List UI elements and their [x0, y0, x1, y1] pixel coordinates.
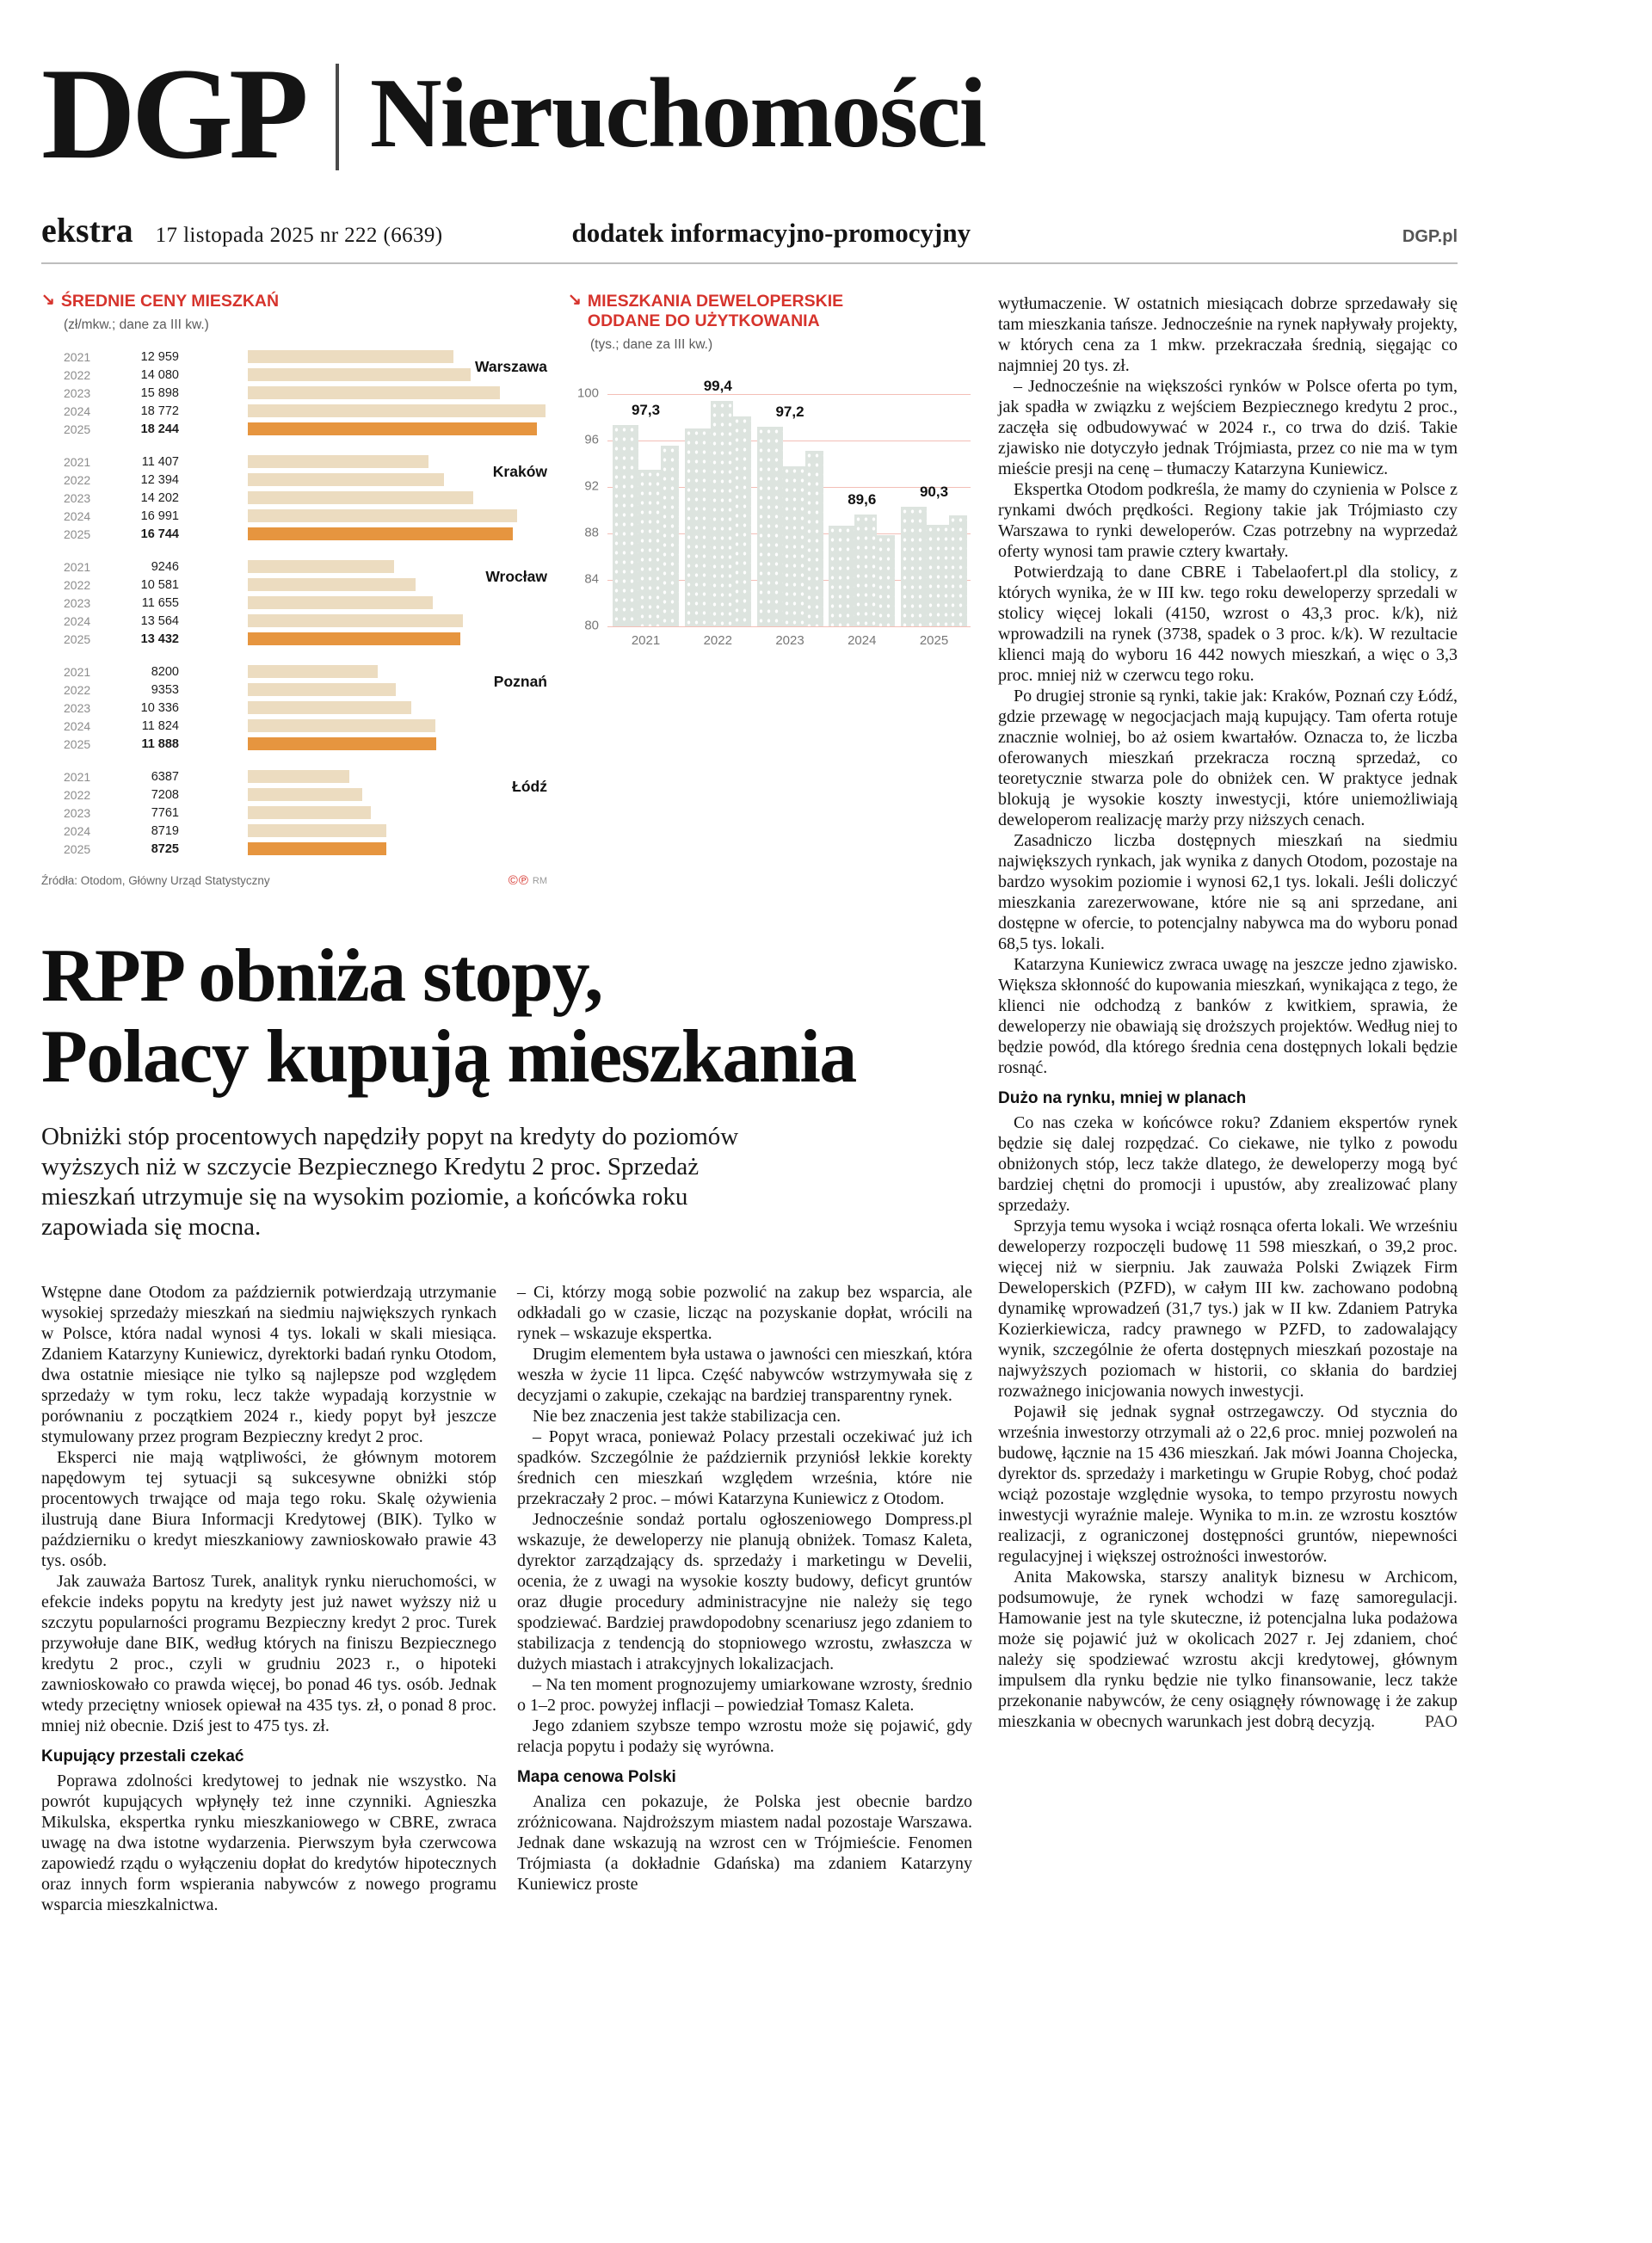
price-bar [248, 404, 546, 417]
price-bar-row [41, 384, 547, 402]
x-tick-label: 2024 [848, 633, 877, 648]
price-bar [248, 788, 362, 801]
building-slice [757, 427, 783, 626]
price-value: 12 959 [140, 349, 179, 364]
y-tick-label: 96 [584, 432, 599, 447]
price-city-block [41, 767, 547, 858]
trend-arrow-icon: ↘ [41, 291, 55, 309]
completions-chart [568, 292, 972, 888]
body-columns [41, 1282, 972, 1915]
year-label: 2025 [64, 736, 91, 751]
price-bar [248, 509, 517, 522]
year-label: 2021 [64, 454, 91, 469]
article-paragraph: – Na ten moment prognozujemy umiarkowane wzrosty, średnio o 1–2 proc. powyżej inflacji – powiedział Tomasz Kaleta. [517, 1675, 972, 1716]
article-byline: PAO [1424, 1712, 1458, 1731]
x-tick-label: 2022 [703, 633, 732, 648]
price-value: 13 564 [140, 613, 179, 628]
article-headline [41, 936, 972, 1098]
building-slice [854, 515, 877, 626]
completions-title-line1: MIESZKANIA DEWELOPERSKIE [587, 292, 844, 311]
year-label: 2025 [64, 632, 91, 646]
price-bar-row [41, 453, 547, 471]
price-bar [248, 614, 463, 627]
price-bar [248, 527, 513, 540]
building-slice [901, 507, 927, 626]
price-value: 6387 [151, 769, 179, 784]
building-slice [927, 525, 949, 626]
bar-value-label: 97,3 [631, 402, 661, 418]
article-paragraph: Co nas czeka w końcówce roku? Zdaniem ekspertów rynek będzie się dalej rozpędzać. Co ciekawe, nie tylko z powodu obniżonych stóp, lecz także dlatego, że deweloperzy mogą być bardziej chętni do promocji i upustów, aby zrealizować plany sprzedaży. [998, 1113, 1458, 1215]
building-slice [711, 401, 733, 626]
price-value: 7208 [151, 787, 179, 802]
price-bar-row [41, 681, 547, 699]
price-value: 14 202 [140, 490, 179, 505]
article-paragraph: – Jednocześnie na większości rynków w Polsce oferta po tym, jak spadła w związku z wejściem Bezpiecznego kredytu 2 proc., zaczęła się odbudowywać w 2024 r., co trwa do dziś. Takie zjawisko nie dotyczyło jednak Trójmiasta, przez co nie ma w tym mieście presji na cenę – tłumaczy Katarzyna Kuniewicz. [998, 377, 1458, 478]
article-paragraph: Jego zdaniem szybsze tempo wzrostu może się pojawić, gdy relacja popytu i podaży się wyrówna. [517, 1716, 972, 1757]
price-city-block [41, 662, 547, 753]
price-bar-row [41, 735, 547, 753]
year-label: 2021 [64, 349, 91, 364]
bar-value-label: 90,3 [919, 484, 949, 500]
y-tick-label: 88 [584, 525, 599, 540]
price-bar-row [41, 525, 547, 543]
article-paragraph: – Popyt wraca, ponieważ Polacy przestali oczekiwać już ich spadków. Szczególnie że październik przyniósł lekkie korekty średnich cen mieszkań względem września, które nie przekraczały 2 proc. – mówi Katarzyna Kuniewicz z Otodom. [517, 1427, 972, 1509]
bar-value-label: 99,4 [703, 378, 732, 394]
price-bar [248, 596, 433, 609]
article-paragraph: Pojawił się jednak sygnał ostrzegawczy. Od stycznia do września inwestorzy otrzymali aż o 22,6 proc. mniej pozwoleń na budowę, łącznie na 15 436 mieszkań. Jak mówi Joanna Chojecka, dyrektor ds. sprzedaży i marketingu w Grupie Robyg, choć podaż wciąż pozostaje względnie wysoka, to tempo przyrostu nowych inwestycji wyraźnie maleje. Wynika to m.in. ze wzrostu kosztów realizacji, z ograniczonej dostępności gruntów, niepewności regulacyjnej i większej ostrożności inwestorów. [998, 1402, 1458, 1566]
price-value: 18 772 [140, 404, 179, 418]
price-value: 8200 [151, 664, 179, 679]
article-paragraph: Sprzyja temu wysoka i wciąż rosnąca oferta lokali. We wrześniu deweloperzy rozpoczęli budowę 11 598 mieszkań, o 39,2 proc. więcej niż w sierpniu. Jak zauważa Polski Związek Firm Deweloperskich (PZFD), w całym III kw. zachowano podobną dynamikę wprowadzeń (31,7 tys.) jak w II kw. Zdaniem Patryka Kozierkiewicza, radcy prawnego w PZFD, to zadowalający wynik, szczególnie że oferta dostępnych mieszkań pozostaje na najwyższych poziomach w historii, co skłania do bardziej rozważnego inicjowania nowych inwestycji. [998, 1217, 1458, 1401]
price-value: 7761 [151, 805, 179, 820]
building-group [829, 491, 895, 626]
price-bar-row [41, 420, 547, 438]
logo-divider [336, 64, 339, 170]
price-bar-row [41, 471, 547, 489]
price-bar-row [41, 786, 547, 804]
buildings-layer [613, 378, 967, 626]
supplement-label: dodatek informacyjno-promocyjny [571, 218, 971, 248]
price-value: 11 655 [141, 595, 179, 610]
price-value: 9353 [151, 682, 179, 697]
price-value: 14 080 [140, 367, 179, 382]
article-paragraph: wytłumaczenie. W ostatnich miesiącach dobrze sprzedawały się tam mieszkania tańsze. Jednocześnie na rynek napływały projekty, w których cena za 1 mkw. przekraczała średnią, sięgając co najmniej 20 tys. zł. [998, 294, 1458, 375]
price-value: 12 394 [140, 472, 179, 487]
price-bar-row [41, 507, 547, 525]
year-label: 2023 [64, 700, 91, 715]
city-label: Kraków [492, 463, 547, 480]
year-label: 2023 [64, 595, 91, 610]
price-value: 11 824 [141, 718, 179, 733]
building-group [613, 402, 679, 626]
completions-title-line2: ODDANE DO UŻYTKOWANIA [587, 311, 820, 330]
article-paragraph: Wstępne dane Otodom za październik potwierdzają utrzymanie wysokiej sprzedaży mieszkań na siedmiu największych rynkach w Polsce, która nadal wynosi 4 tys. lokali w skali miesiąca. Zdaniem Katarzyny Kuniewicz, dyrektorki badań rynku Otodom, dwa ostatnie miesiące nie tylko są najlepsze pod względem sprzedaży w tym roku, lecz także wypadają korzystnie w porównaniu z początkiem 2024 r., kiedy popyt był jeszcze stymulowany przez program Bezpieczny kredyt 2 proc. [41, 1283, 496, 1447]
article-paragraph: – Ci, którzy mogą sobie pozwolić na zakup bez wsparcia, ale odkładali go w czasie, licząc na pozyskanie dopłat, wrócili na rynek – wskazuje ekspertka. [517, 1283, 972, 1344]
edition-label: ekstra [41, 211, 133, 250]
price-bar-row [41, 767, 547, 786]
article-paragraph: Ekspertka Otodom podkreśla, że mamy do czynienia w Polsce z rynkami dwóch prędkości. Regiony takie jak Trójmiasto czy Warszawa to rynki deweloperów. Czas potrzebny na wyprzedaż oferty wynosi tam prawie cztery kwartały. [998, 480, 1458, 561]
completions-plot [568, 378, 972, 633]
article-paragraph: Potwierdzają to dane CBRE i Tabelaofert.pl dla stolicy, z których wynika, że w III kw. tego roku deweloperzy sprzedali w stolicy więcej lokali (4150, wzrost o 43,3 proc. k/k), niż wprowadzili na rynek (3738, spadek o 3 proc. k/k). W rezultacie klienci mają do wyboru 16 442 nowych mieszkań, a więc o 3,3 proc. mniej niż w czerwcu tego roku. [998, 563, 1458, 685]
article-paragraph: Nie bez znaczenia jest także stabilizacja cen. [533, 1407, 841, 1427]
building-group [685, 378, 751, 626]
price-value: 15 898 [140, 385, 179, 400]
article-paragraph: Eksperci nie mają wątpliwości, że głównym motorem napędowym tej sytuacji są sukcesywne obniżki stóp procentowych trwające od maja tego roku. Skalę ożywienia ilustrują dane Biura Informacji Kredytowej (BIK). Tylko w październiku o kredyt mieszkaniowy zawnioskowało prawie 43 tys. osób. [41, 1448, 496, 1571]
chart-source-label: Źródła: Otodom, Główny Urząd Statystyczny [41, 874, 270, 887]
x-tick-label: 2025 [919, 633, 949, 648]
price-bar [248, 350, 453, 363]
article-subhead: Mapa cenowa Polski [517, 1768, 676, 1787]
section-title: Nieruchomości [369, 59, 985, 169]
price-bar-row [41, 612, 547, 630]
year-label: 2022 [64, 577, 91, 592]
building-slice [877, 535, 895, 626]
copyright-icons: ©℗ [508, 873, 529, 888]
price-value: 11 407 [141, 454, 179, 469]
y-tick-label: 84 [584, 571, 599, 587]
dgp-logo: DGP [41, 41, 305, 186]
article-paragraph: Jak zauważa Bartosz Turek, analityk rynku nieruchomości, w efekcie indeks popytu na kredyty jest już nawet wyższy niż u szczytu popularności programu Bezpieczny kredyt 2 proc. Turek przywołuje dane BIK, według których na finiszu Bezpiecznego kredytu 2 proc., czyli w grudniu 2023 r., o hipoteki zawnioskowało co prawda więcej, bo ponad 46 tys. osób. Jednak wtedy przeciętny wniosek opiewał na 435 tys. zł, o ponad 8 proc. mniej niż obecnie. Dziś jest to 475 tys. zł. [41, 1572, 496, 1736]
year-label: 2024 [64, 613, 91, 628]
price-bar-row [41, 630, 547, 648]
completions-x-axis [613, 633, 967, 648]
price-chart-title-row [41, 292, 547, 311]
price-bar-row [41, 402, 547, 420]
trend-arrow-icon: ↘ [568, 291, 582, 309]
price-bar-row [41, 576, 547, 594]
headline-line1: RPP obniża stopy, [41, 934, 602, 1018]
logo-row [41, 0, 1458, 186]
price-bar-row [41, 840, 547, 858]
year-label: 2025 [64, 841, 91, 856]
building-slice [733, 416, 751, 626]
year-label: 2024 [64, 718, 91, 733]
y-tick-label: 100 [576, 385, 599, 401]
year-label: 2022 [64, 682, 91, 697]
price-bar [248, 632, 460, 645]
price-value: 16 744 [140, 527, 179, 541]
price-bar [248, 560, 394, 573]
year-label: 2023 [64, 490, 91, 505]
price-chart [41, 292, 547, 888]
site-label: DGP.pl [1402, 227, 1458, 246]
building-slice [829, 526, 854, 626]
completions-chart-title [588, 292, 843, 331]
year-label: 2021 [64, 559, 91, 574]
price-bar [248, 737, 436, 750]
gridline [607, 394, 971, 395]
building-slice [685, 428, 711, 626]
article-subhead: Dużo na rynku, mniej w planach [998, 1089, 1247, 1107]
article-paragraph: Anita Makowska, starszy analityk biznesu w Archicom, podsumowuje, że rynek wchodzi w fazę samoregulacji. Hamowanie jest na tyle skuteczne, iż potencjalna luka podażowa może się pojawić już w okolicach 2027 r. Jej zdaniem, choć należy się spodziewać wzrostu akcji kredytowej, głównym impulsem dla rynku będzie nie tylko finansowanie, lecz także przekonanie nabywców, że ceny osiągnęły równowagę i że zakup mieszkania w obecnych warunkach jest dobrą decyzją. PAO [998, 1568, 1458, 1731]
price-bar [248, 719, 435, 732]
y-tick-label: 92 [584, 478, 599, 494]
price-city-block [41, 348, 547, 438]
year-label: 2024 [64, 508, 91, 523]
building-group [757, 404, 823, 626]
article-lede: Obniżki stóp procentowych napędziły popyt na kredyty do poziomów wyższych niż w szczycie Bezpiecznego Kredytu 2 proc. Sprzedaż mieszkań utrzymuje się na wysokim poziomie, a końcówka roku zapowiada się mocna. [41, 1123, 739, 1242]
header-rule [41, 262, 1458, 264]
price-bar-row [41, 489, 547, 507]
city-label: Warszawa [475, 358, 547, 375]
price-value: 10 581 [140, 577, 179, 592]
price-bar-row [41, 348, 547, 366]
content-grid [41, 292, 1458, 1915]
price-bar [248, 473, 444, 486]
x-tick-label: 2021 [631, 633, 661, 648]
price-city-block [41, 453, 547, 543]
price-value: 10 336 [140, 700, 179, 715]
price-value: 16 991 [140, 508, 179, 523]
article-paragraph: Poprawa zdolności kredytowej to jednak nie wszystko. Na powrót kupujących wpłynęły też inne czynniki. Agnieszka Mikulska, ekspertka rynku mieszkaniowego w CBRE, zwraca uwagę na dwa istotne wydarzenia. Pierwszym była czerwcowa zapowiedź rządu o wyłączeniu dopłat do kredytów hipotecznych oraz innych form wspierania nabywców z nowego programu wsparcia mieszkalnictwa. [41, 1772, 496, 1915]
year-label: 2022 [64, 472, 91, 487]
building-slice [783, 466, 805, 626]
issue-info-row [41, 210, 1458, 262]
city-label: Łódź [512, 778, 547, 795]
price-bar [248, 386, 500, 399]
year-label: 2025 [64, 422, 91, 436]
price-bar [248, 578, 416, 591]
price-value: 13 432 [140, 632, 179, 646]
price-bar-row [41, 558, 547, 576]
x-tick-label: 2023 [775, 633, 804, 648]
price-bar [248, 455, 428, 468]
building-slice [613, 425, 638, 626]
bar-value-label: 97,2 [775, 404, 804, 420]
price-bar [248, 770, 349, 783]
main-column [41, 292, 972, 1915]
building-slice [638, 470, 661, 626]
article-subhead: Kupujący przestali czekać [41, 1747, 244, 1766]
price-bar-row [41, 594, 547, 612]
price-chart-subtitle: (zł/mkw.; dane za III kw.) [64, 317, 209, 332]
price-city-block [41, 558, 547, 648]
price-value: 8719 [151, 823, 179, 838]
headline-line2: Polacy kupują mieszkania [41, 1015, 856, 1100]
year-label: 2021 [64, 769, 91, 784]
building-slice [805, 451, 823, 626]
price-value: 18 244 [140, 422, 179, 436]
issue-date-number: 17 listopada 2025 nr 222 (6639) [155, 224, 443, 247]
price-bar [248, 806, 371, 819]
year-label: 2022 [64, 367, 91, 382]
completions-chart-subtitle: (tys.; dane za III kw.) [590, 337, 713, 352]
rights-rm-label: RM [532, 875, 547, 886]
bar-value-label: 89,6 [848, 491, 877, 508]
price-bar [248, 701, 411, 714]
article-paragraph: Drugim elementem była ustawa o jawności cen mieszkań, która weszła w życie 11 lipca. Część nabywców wstrzymywała się z decyzjami o zakupie, czekając na bardziej transparentny rynek. [517, 1345, 972, 1406]
price-chart-cities [41, 348, 547, 858]
charts-row [41, 292, 972, 888]
price-value: 8725 [151, 841, 179, 856]
article-paragraph: Jednocześnie sondaż portalu ogłoszeniowego Dompress.pl wskazuje, że deweloperzy nie planują obniżek. Tomasz Kaleta, dyrektor zarządzający ds. sprzedaży i marketingu w Develii, ocenia, że z uwagi na wysokie koszty budowy, deficyt gruntów oraz długie procedury administracyjne nie należy się tego spodziewać. Bardziej prawdopodobny scenariusz jego zdaniem to stabilizacja z tendencją do stopniowego wzrostu, zwłaszcza w dużych miastach i atrakcyjnych lokalizacjach. [517, 1510, 972, 1674]
price-bar-row [41, 662, 547, 681]
city-label: Wrocław [485, 568, 547, 585]
building-slice [949, 515, 967, 626]
building-slice [661, 446, 679, 626]
year-label: 2023 [64, 385, 91, 400]
price-value: 9246 [151, 559, 179, 574]
price-value: 11 888 [141, 736, 179, 751]
price-bar [248, 491, 473, 504]
price-bar-row [41, 804, 547, 822]
city-label: Poznań [493, 673, 547, 690]
article-col-1 [41, 1282, 496, 1915]
price-bar-row [41, 366, 547, 384]
article-col-2 [517, 1282, 972, 1915]
year-label: 2023 [64, 805, 91, 820]
year-label: 2021 [64, 664, 91, 679]
gridline [607, 626, 971, 627]
article-col-3 [998, 292, 1458, 1915]
article-paragraph: Po drugiej stronie są rynki, takie jak: Kraków, Poznań czy Łódź, gdzie przewagę w negocjacjach mają kupujący. Tam oferta rotuje znacznie wolniej, bo aż osiem kwartałów. Oznacza to, że liczba oferowanych mieszkań przekracza roczną sprzedaż, co teoretycznie stwarza pole do obniżek cen. W praktyce jednak blokują je wysokie koszty inwestycji, które uniemożliwiają deweloperom realizację marży przy niższych cenach. [998, 687, 1458, 829]
building-group [901, 484, 967, 626]
article-paragraph: Zasadniczo liczba dostępnych mieszkań na siedmiu największych rynkach, jak wynika z danych Otodom, pozostaje na bardzo wysokim poziomie i wynosi 62,1 tys. lokali. Jeśli doliczyć mieszkania zarezerwowane, które nie są ani sprzedane, ani dostępne w ofercie, to potencjalny nabywca ma do wyboru ponad 68,5 tys. lokali. [998, 831, 1458, 953]
price-bar [248, 842, 386, 855]
year-label: 2024 [64, 823, 91, 838]
completions-chart-title-row [568, 292, 972, 331]
masthead [41, 0, 1458, 264]
year-label: 2024 [64, 404, 91, 418]
price-bar [248, 422, 537, 435]
year-label: 2025 [64, 527, 91, 541]
price-bar [248, 665, 378, 678]
price-bar [248, 683, 396, 696]
y-tick-label: 80 [584, 618, 599, 633]
price-bar [248, 368, 471, 381]
price-bar [248, 824, 386, 837]
price-chart-title: ŚREDNIE CENY MIESZKAŃ [60, 292, 280, 311]
price-bar-row [41, 699, 547, 717]
price-bar-row [41, 822, 547, 840]
price-bar-row [41, 717, 547, 735]
article-paragraph: Katarzyna Kuniewicz zwraca uwagę na jeszcze jedno zjawisko. Większa skłonność do kupowania mieszkań, wynikająca z tego, że klienci nie odchodzą z banków z kwitkiem, sprawia, że deweloperzy nie obawiają się droższych projektów. Według niej to będzie powód, dla którego średnia cena dostępnych lokali będzie rosnąć. [998, 955, 1458, 1077]
price-chart-source-row [41, 873, 547, 888]
year-label: 2022 [64, 787, 91, 802]
article-paragraph: Analiza cen pokazuje, że Polska jest obecnie bardzo zróżnicowana. Najdroższym miastem nadal pozostaje Warszawa. Jednak dane wskazują na wzrost cen w Trójmieście. Fenomen Trójmiasta (a dokładnie Gdańska) ma zdaniem Katarzyny Kuniewicz proste [517, 1792, 972, 1895]
